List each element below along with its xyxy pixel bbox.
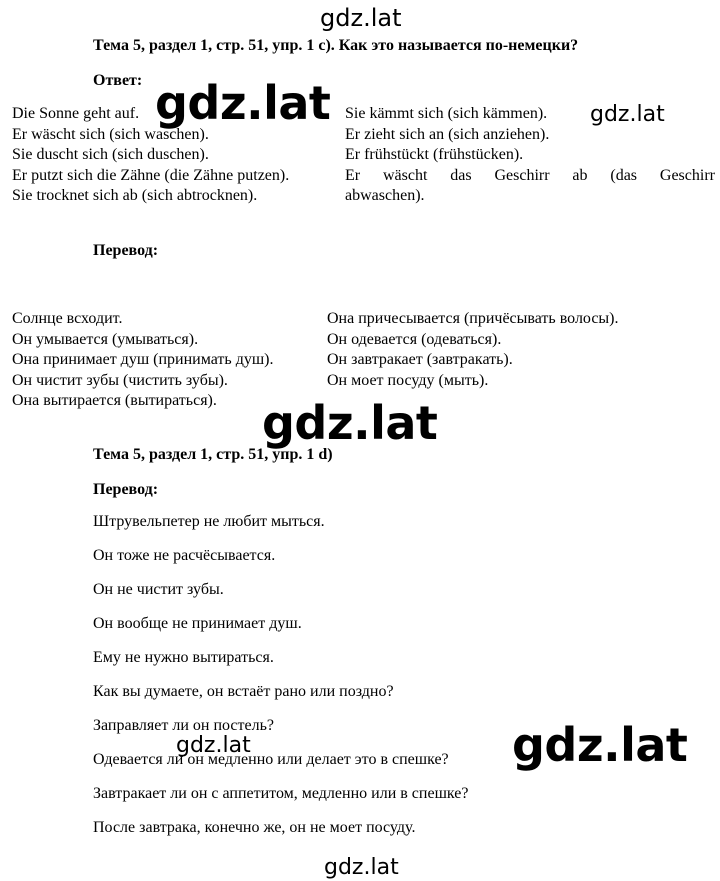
- task1-title: Тема 5, раздел 1, стр. 51, упр. 1 с). Как это называется по-немецки?: [93, 37, 579, 54]
- translation-left-column: [12, 309, 274, 412]
- task2-line: Как вы думаете, он встаёт рано или поздно?: [93, 683, 394, 700]
- task2-title: Тема 5, раздел 1, стр. 51, упр. 1 d): [93, 446, 333, 463]
- task2-line: Одевается ли он медленно или делает это в спешке?: [93, 751, 449, 768]
- justified-word: ab: [572, 166, 588, 184]
- justified-word: Geschirr: [659, 166, 715, 184]
- task2-line: Штрувельпетер не любит мыться.: [93, 513, 325, 530]
- answer-right-line: Sie kämmt sich (sich kämmen).: [345, 105, 548, 122]
- watermark-small-mid: gdz.lat: [176, 733, 251, 758]
- watermark-large-3: gdz.lat: [512, 718, 688, 772]
- answer-left-line: Er putzt sich die Zähne (die Zähne putzen).: [12, 166, 290, 184]
- watermark-top: gdz.lat: [320, 4, 402, 32]
- task2-line: Он тоже не расчёсывается.: [93, 547, 276, 564]
- answer-left-line: Sie duscht sich (sich duschen).: [12, 146, 209, 164]
- translation-right-column: [327, 309, 619, 391]
- translation-right-line: Он моет посуду (мыть).: [327, 371, 489, 389]
- translation-right-line: Он завтракает (завтракать).: [327, 351, 513, 369]
- justified-word: Geschirr: [494, 166, 550, 184]
- translation-left-line: Он чистит зубы (чистить зубы).: [12, 371, 228, 389]
- answer-right-line: abwaschen).: [345, 187, 425, 205]
- watermark-bottom: gdz.lat: [324, 855, 399, 880]
- task2-line: Завтракает ли он с аппетитом, медленно или в спешке?: [93, 785, 469, 802]
- translation-right-line: Он одевается (одеваться).: [327, 330, 502, 348]
- justified-word: wäscht: [382, 166, 428, 184]
- translation-left-line: Солнце всходит.: [12, 310, 123, 327]
- translation-left-line: Она принимает душ (принимать душ).: [12, 351, 274, 369]
- task1-translation-label: Перевод:: [93, 242, 159, 259]
- task2-line: Заправляет ли он постель?: [93, 717, 274, 734]
- task2-line: Ему не нужно вытираться.: [93, 649, 274, 666]
- justified-word: das: [450, 166, 472, 184]
- task2-line: Он не чистит зубы.: [93, 581, 224, 598]
- translation-right-line: Она причесывается (причёсывать волосы).: [327, 310, 619, 327]
- task2-translation-label: Перевод:: [93, 481, 159, 498]
- justified-word: Er: [345, 166, 361, 184]
- task2-line: После завтрака, конечно же, он не моет посуду.: [93, 819, 416, 836]
- watermark-small-right: gdz.lat: [590, 102, 665, 127]
- watermark-large-2: gdz.lat: [262, 396, 438, 450]
- task2-line: Он вообще не принимает душ.: [93, 615, 302, 632]
- answer-right-line: Er zieht sich an (sich anziehen).: [345, 125, 550, 143]
- translation-left-line: Она вытирается (вытираться).: [12, 392, 217, 410]
- translation-left-line: Он умывается (умываться).: [12, 330, 199, 348]
- answer-right-line-justified: [345, 166, 715, 187]
- answer-left-line: Sie trocknet sich ab (sich abtrocknen).: [12, 187, 258, 205]
- watermark-large-1: gdz.lat: [155, 76, 331, 130]
- task1-answer-label: Ответ:: [93, 72, 143, 89]
- justified-word: (das: [610, 166, 638, 184]
- answer-right-line: Er frühstückt (frühstücken).: [345, 146, 524, 164]
- answer-left-line: Er wäscht sich (sich waschen).: [12, 125, 209, 143]
- answer-left-line: Die Sonne geht auf.: [12, 105, 140, 122]
